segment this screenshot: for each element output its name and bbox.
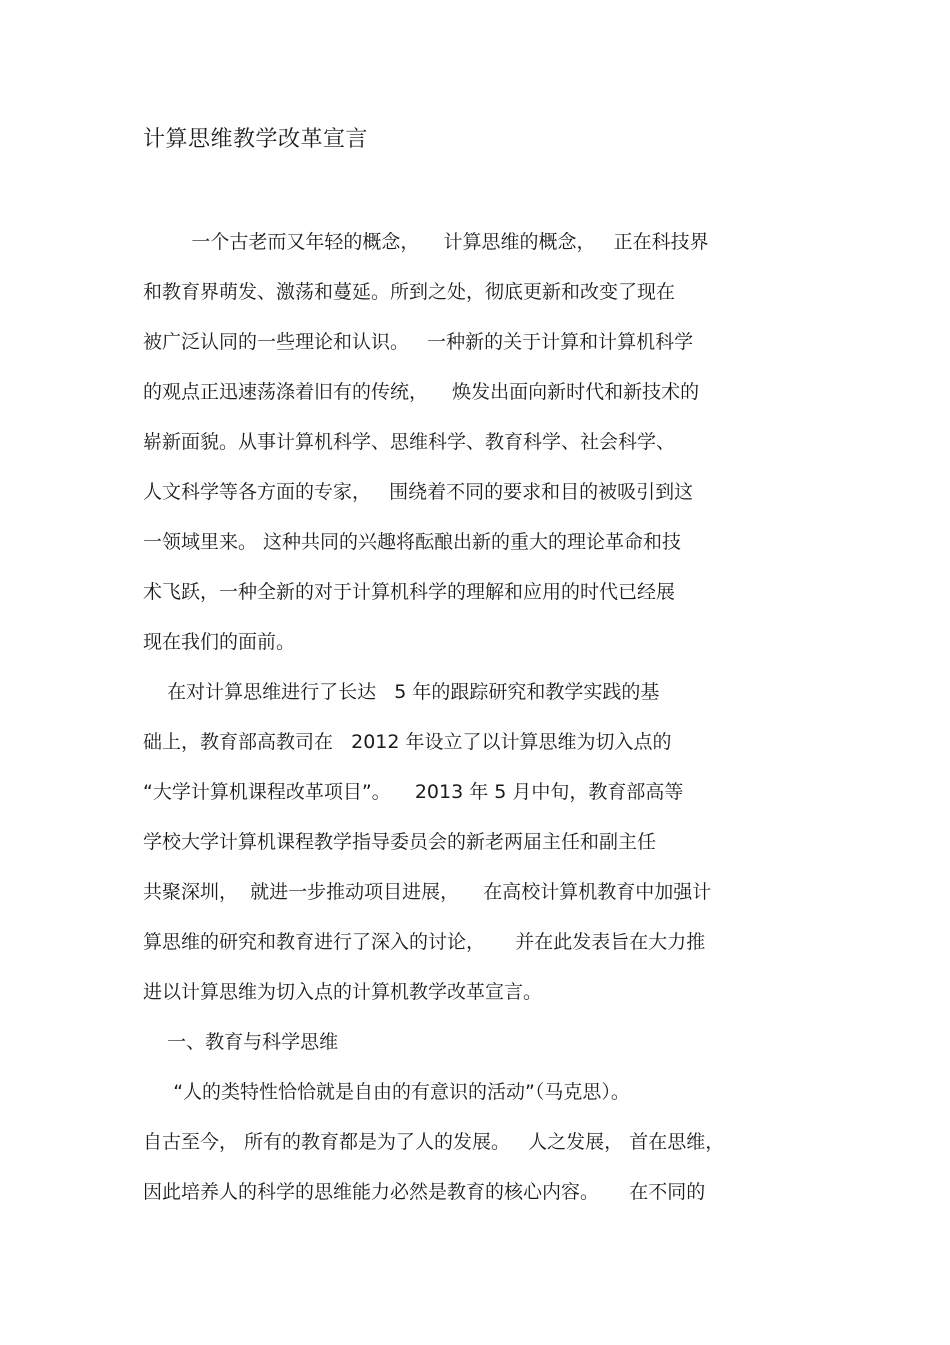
section-heading: 一、教育与科学思维: [143, 1031, 339, 1053]
text-line: 现在我们的面前。: [143, 631, 296, 653]
text-line: 一个古老而又年轻的概念， 计算思维的概念， 正在科技界: [143, 231, 709, 253]
text-line: 和教育界萌发、激荡和蔓延。所到之处，彻底更新和改变了现在: [143, 281, 676, 303]
text-line: 共聚深圳， 就进一步推动项目进展， 在高校计算机教育中加强计: [143, 881, 712, 903]
text-line: “大学计算机课程改革项目”。 2013 年 5 月中旬，教育部高等: [143, 781, 684, 803]
text-line: 的观点正迅速荡涤着旧有的传统， 焕发出面向新时代和新技术的: [143, 381, 700, 403]
text-line: 人文科学等各方面的专家， 围绕着不同的要求和目的被吸引到这: [143, 481, 694, 503]
text-line: 因此培养人的科学的思维能力必然是教育的核心内容。 在不同的: [143, 1181, 706, 1203]
text-line: “人的类特性恰恰就是自由的有意识的活动”（马克思）。: [143, 1081, 630, 1103]
text-line: 自古至今， 所有的教育都是为了人的发展。 人之发展， 首在思维，: [143, 1131, 725, 1153]
text-line: 一领域里来。 这种共同的兴趣将酝酿出新的重大的理论革命和技: [143, 531, 682, 553]
text-line: 在对计算思维进行了长达 5 年的跟踪研究和教学实践的基: [143, 681, 660, 703]
text-line: 进以计算思维为切入点的计算机教学改革宣言。: [143, 981, 543, 1003]
text-line: 术飞跃，一种全新的对于计算机科学的理解和应用的时代已经展: [143, 581, 676, 603]
document-title: 计算思维教学改革宣言: [143, 127, 369, 152]
text-line: 被广泛认同的一些理论和认识。 一种新的关于计算和计算机科学: [143, 331, 694, 353]
text-line: 础上，教育部高教司在 2012 年设立了以计算思维为切入点的: [143, 731, 672, 753]
text-line: 崭新面貌。从事计算机科学、思维科学、教育科学、社会科学、: [143, 431, 676, 453]
text-line: 算思维的研究和教育进行了深入的讨论， 并在此发表旨在大力推: [143, 931, 706, 953]
text-line: 学校大学计算机课程教学指导委员会的新老两届主任和副主任: [143, 831, 657, 853]
